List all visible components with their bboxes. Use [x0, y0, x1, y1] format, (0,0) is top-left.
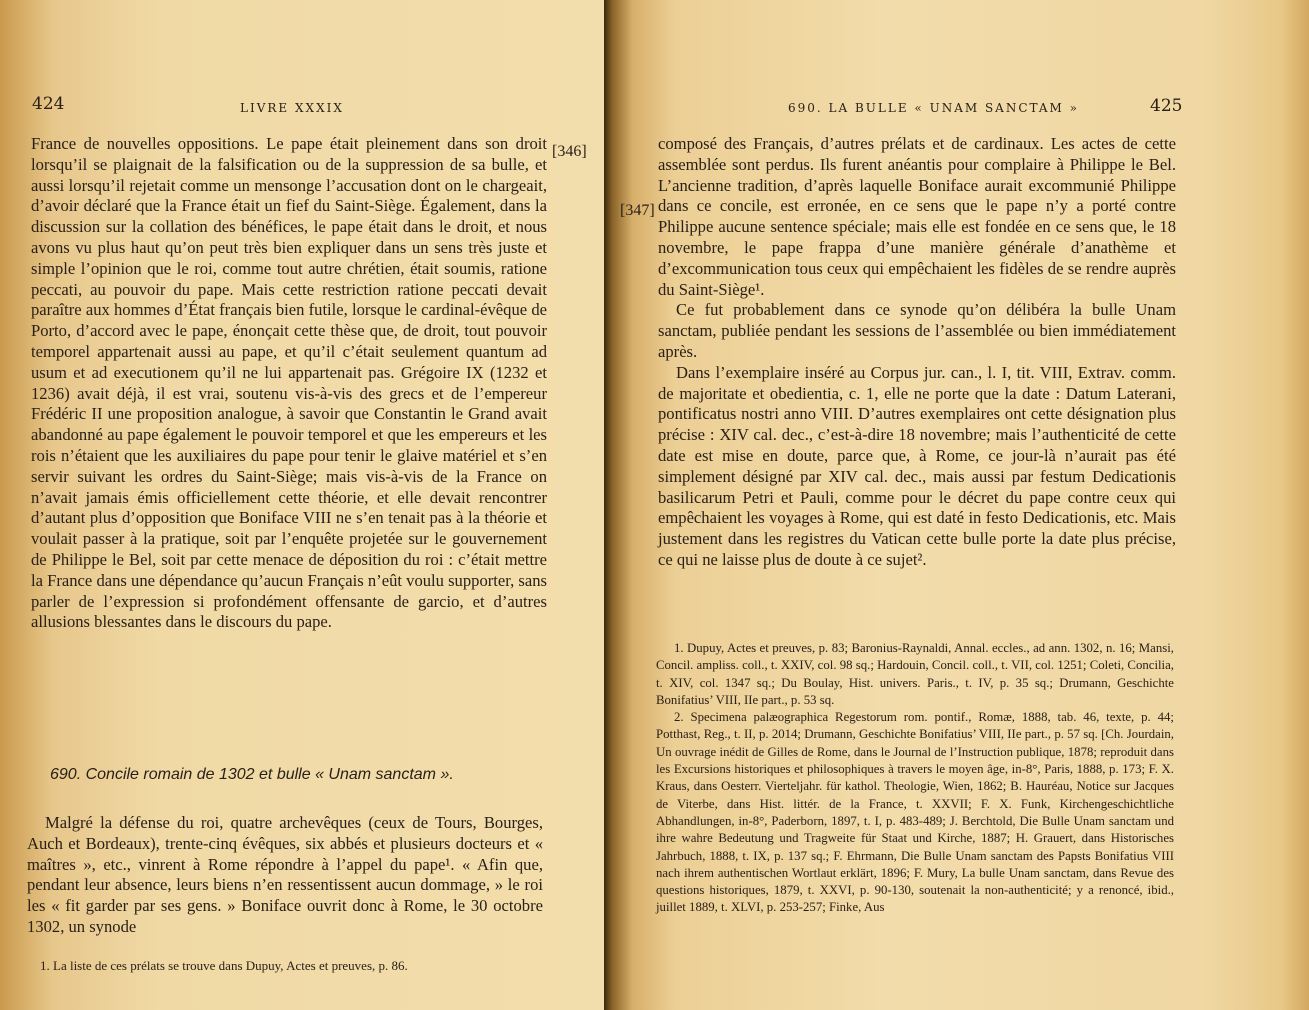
section-heading: 690. Concile romain de 1302 et bulle « Unam sanctam ». [50, 766, 454, 783]
right-paragraph-1: composé des Français, d’autres prélats et de cardinaux. Les actes de cette assemblée sont perdus. Ils furent anéantis pour complaire à Philippe le Bel. L’ancienne tradition, d’après laquelle Boniface aurait excommunié Philippe dans ce concile, est erronée, en ce sens que le pape n’y a porté contre Philippe aucune sentence spéciale; mais elle est fondée en ce sens que, le 18 novembre, le pape frappa d’une manière générale d’anathème et d’excommunication tous ceux qui empêchaient les fidèles de se rendre auprès du Saint-Siège¹. [658, 134, 1176, 299]
right-page-number: 425 [1150, 96, 1183, 116]
left-body-text-2 [27, 813, 543, 938]
right-footnote-2: 2. Specimena palæographica Regestorum rom. pontif., Romæ, 1888, tab. 46, texte, p. 44; Potthast, Reg., t. II, p. 2014; Drumann, Geschichte Bonifatius’ VIII, IIe part., p. 57 sq. [Ch. Jourdain, Un ouvrage inédit de Gilles de Rome, dans le Journal de l’Instruction publique, 1878; reproduit dans les Excursions historiques et philosophiques à travers le moyen âge, in-8°, Paris, 1888, p. 173; F. X. Kraus, dans Oesterr. Vierteljahr. für kathol. Theologie, Wien, 1862; B. Hauréau, Notice sur Jacques de Viterbe, dans Hist. littér. de la France, t. XXVII; F. X. Funk, Kirchengeschichtliche Abhandlungen, in-8°, Paderborn, 1897, t. I, p. 483-489; J. Berchtold, Die Bulle Unam sanctam und ihre wahre Bedeutung und Tragweite für Staat und Kirche, 1887; H. Grauert, dans Historisches Jahrbuch, 1888, t. IX, p. 137 sq.; F. Ehrmann, Die Bulle Unam sanctam des Papsts Bonifatius VIII nach ihrem authentischen Wortlaut erklärt, 1896; F. Mury, La bulle Unam sanctam, dans Revue des questions historiques, 1879, t. XXVI, p. 90-130, soutenait la non-authenticité; y a renoncé, ibid., juillet 1889, t. XLVI, p. 253-257; Finke, Aus [656, 710, 1174, 915]
right-running-head: 690. LA BULLE « UNAM SANCTAM » [788, 101, 1079, 115]
right-footnotes [656, 640, 1174, 917]
right-footnote-1: 1. Dupuy, Actes et preuves, p. 83; Baronius-Raynaldi, Annal. eccles., ad ann. 1302, n. 16; Mansi, Concil. ampliss. coll., t. XXIV, col. 98 sq.; Hardouin, Concil. coll., t. VII, col. 1251; Coleti, Concilia, t. XIV, col. 1347 sq.; Du Boulay, Hist. univers. Paris., t. IV, p. 35 sq.; Drumann, Geschichte Bonifatius’ VIII, IIe part., p. 53 sq. [656, 641, 1174, 707]
right-paragraph-2: Ce fut probablement dans ce synode qu’on délibéra la bulle Unam sanctam, publiée pendant les sessions de l’assemblée ou bien immédiatement après. [658, 300, 1176, 361]
right-page [604, 0, 1309, 1010]
left-page-number: 424 [32, 94, 65, 114]
left-margin-reference: [346] [552, 143, 587, 160]
right-body-text [658, 134, 1176, 571]
right-paragraph-3: Dans l’exemplaire inséré au Corpus jur. can., l. I, tit. VIII, Extrav. comm. de majoritate et obedientia, c. 1, elle ne porte que la date : Datum Laterani, pontificatus nostri anno VIII. D’autres exemplaires ont cette désignation plus précise : XIV cal. dec., c’est-à-dire 18 novembre; mais l’authenticité de cette date est mise en doute, parce que, à Rome, ce jour-là n’aurait pas été simplement désigné par XIV cal. dec., mais aussi par festum Dedicationis basilicarum Petri et Pauli, comme pour le décret du pape contre ceux qui empêchaient les voyages à Rome, qui est daté in festo Dedicationis, etc. Mais justement dans les registres du Vatican cette bulle porte la date plus précise, ce qui ne laisse plus de doute à ce sujet². [658, 362, 1176, 569]
left-paragraph-2: Malgré la défense du roi, quatre archevêques (ceux de Tours, Bourges, Auch et Bordeaux), trente-cinq évêques, six abbés et plusieurs docteurs et « maîtres », etc., vinrent à Rome répondre à l’appel du pape¹. « Afin que, pendant leur absence, leurs biens n’en ressentissent aucun dommage, » le roi les « fit garder par ses gens. » Boniface ouvrit donc à Rome, le 30 octobre 1302, un synode [27, 813, 543, 936]
right-margin-reference: [347] [620, 202, 655, 219]
left-body-text [31, 134, 547, 633]
left-running-head: LIVRE XXXIX [240, 101, 344, 115]
left-paragraph-1: France de nouvelles oppositions. Le pape était pleinement dans son droit lorsqu’il se plaignait de la falsification ou de la suppression de sa bulle, et aussi lorsqu’il rejetait comme un mensonge l’accusation dont on le chargeait, d’avoir déclaré que la France était un fief du Saint-Siège. Également, dans la discussion sur la collation des bénéfices, le pape était dans le droit, et nous avons vu plus haut qu’on peut très bien expliquer dans un sens très juste et simple l’opinion que le roi, comme tout autre chrétien, était soumis, ratione peccati, au pouvoir du pape. Mais cette restriction ratione peccati devait paraître aux hommes d’État français bien futile, lorsque le cardinal-évêque de Porto, d’accord avec le pape, énonçait cette thèse que, de droit, tout pouvoir temporel appartenait aussi au pape, et qu’il c’était seulement quantum ad usum et ad executionem qu’il ne lui appartenait pas. Grégoire IX (1232 et 1236) avait déjà, il est vrai, soutenu vis-à-vis des grecs et de l’empereur Frédéric II une proposition analogue, à savoir que Constantin le Grand avait abandonné au pape également le pouvoir temporel et que les empereurs et les rois n’étaient que les auxiliaires du pape pour tenir le glaive matériel et s’en servir suivant les ordres du Saint-Siège; mais vis-à-vis de la France on n’avait jamais émis officiellement cette théorie, et elle devait rencontrer d’autant plus d’opposition que Boniface VIII ne s’en tenait pas à la théorie et voulait passer à la pratique, soit par l’enquête projetée sur le gouvernement de Philippe le Bel, soit par cette menace de déposition du roi : c’était mettre la France dans une dépendance qu’aucun Français n’eût voulu supporter, sans parler de l’expression si profondément offensante de garcio, et d’autres allusions blessantes dans le discours du pape. [31, 134, 547, 632]
left-page [0, 0, 604, 1010]
left-footnote: 1. La liste de ces prélats se trouve dans Dupuy, Actes et preuves, p. 86. [40, 958, 408, 973]
